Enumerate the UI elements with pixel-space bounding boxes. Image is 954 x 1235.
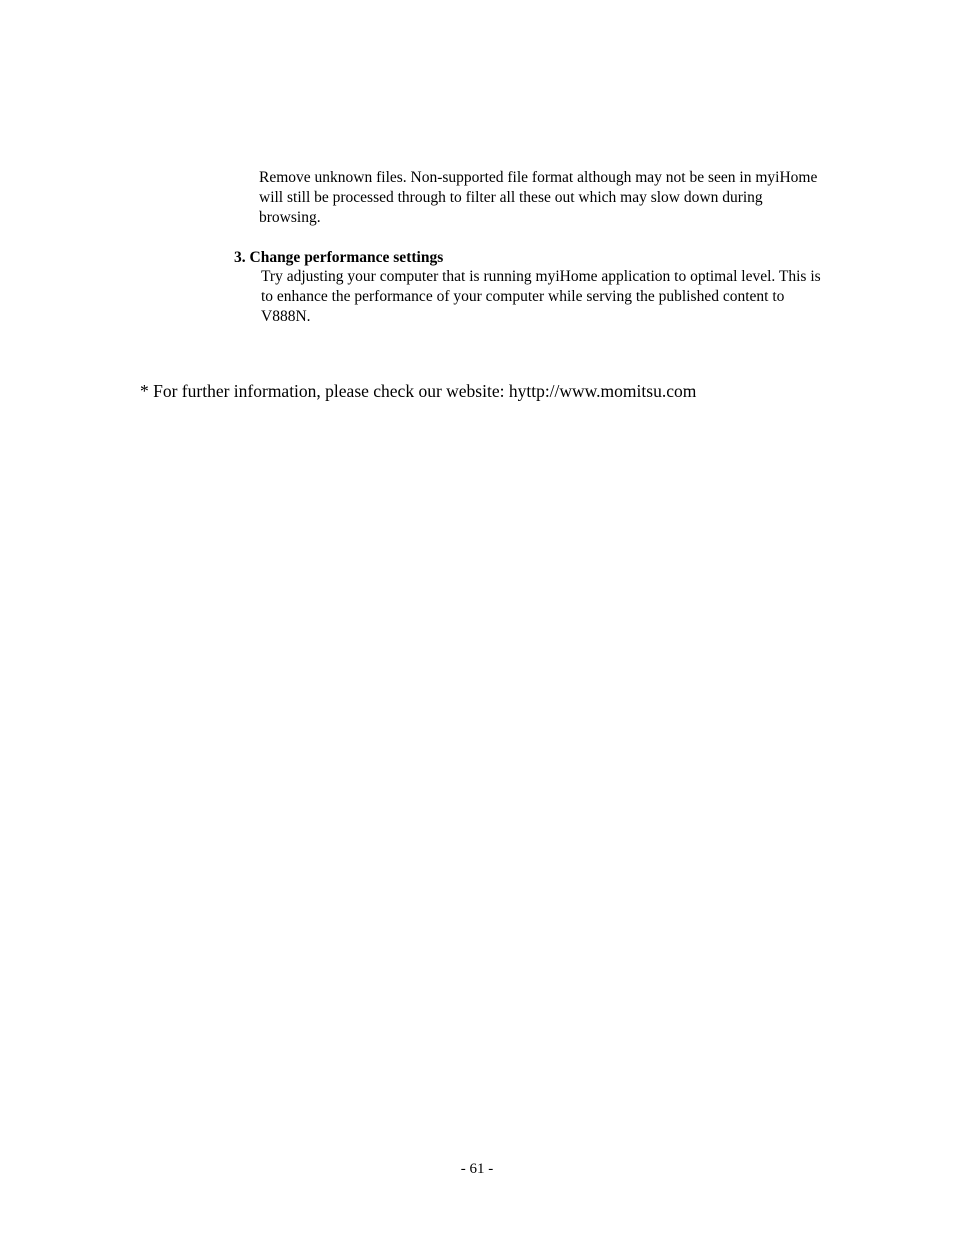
section-heading-change-performance: 3. Change performance settings	[234, 249, 444, 266]
paragraph-remove-unknown-files: Remove unknown files. Non-supported file format although may not be seen in myiHome will still be processed through to filter all these out which may slow down during browsing.	[259, 169, 818, 226]
paragraph-performance-settings: Try adjusting your computer that is running myiHome application to optimal level. This is to enhance the performance of your computer while serving the published content to V888N.	[261, 268, 821, 325]
page-number: - 61 -	[460, 1161, 494, 1177]
further-information-note: * For further information, please check our website: hyttp://www.momitsu.com	[140, 381, 697, 401]
